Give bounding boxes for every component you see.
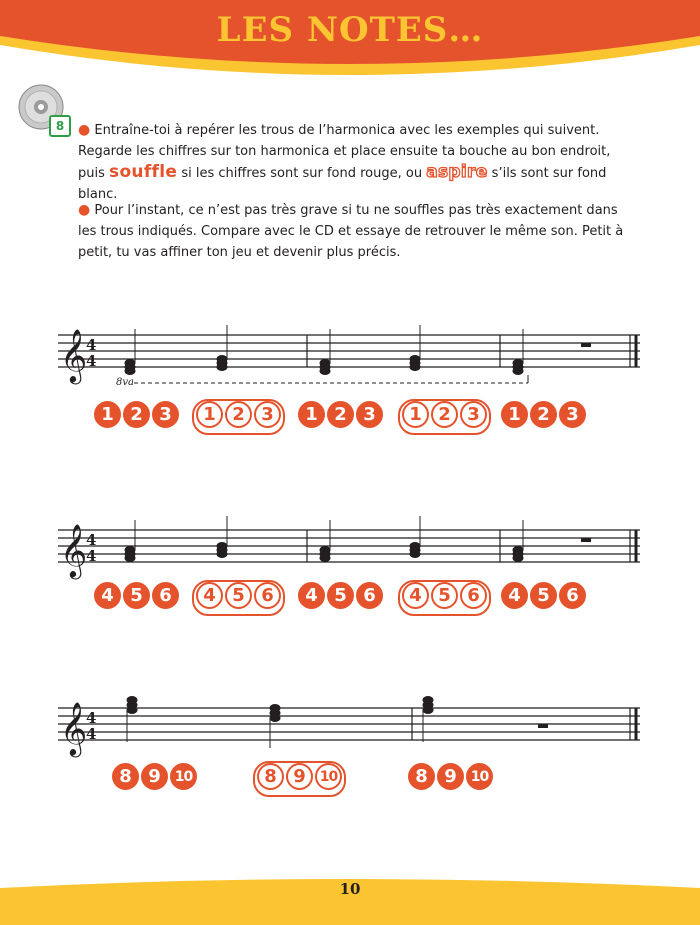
- treble-clef-icon: [60, 328, 87, 384]
- hole-number: 9: [141, 763, 168, 790]
- holes-group-blow: [408, 763, 493, 795]
- hole-number: 10: [466, 763, 493, 790]
- bullet: ●: [78, 202, 91, 218]
- hole-number: 9: [437, 763, 464, 790]
- holes-group-draw: [253, 761, 346, 797]
- hole-number: 3: [356, 401, 383, 428]
- ottava-mark: 8va: [116, 377, 134, 388]
- staff-lines: [58, 335, 640, 367]
- hole-number: 9: [286, 763, 313, 790]
- svg-text:𝄞: 𝄞: [60, 328, 88, 382]
- time-signature-top: 4: [86, 336, 97, 354]
- paragraph-text: si les chiffres sont sur fond rouge, ou: [181, 166, 423, 181]
- music-staff-1: [0, 315, 700, 395]
- keyword-draw: aspire: [426, 162, 488, 182]
- hole-number: 3: [254, 401, 281, 428]
- whole-rest: [581, 343, 591, 347]
- svg-text:𝄞: 𝄞: [60, 523, 88, 577]
- page-title: LES NOTES…: [216, 10, 484, 50]
- holes-group-draw: [398, 580, 491, 616]
- hole-number: 6: [559, 582, 586, 609]
- hole-number: 5: [225, 582, 252, 609]
- paragraph-text: s’ils sont sur fond blanc.: [78, 166, 607, 202]
- hole-number: 1: [196, 401, 223, 428]
- hole-number: 1: [94, 401, 121, 428]
- hole-number: 6: [254, 582, 281, 609]
- treble-clef-icon: [60, 701, 87, 757]
- hole-number: 10: [170, 763, 197, 790]
- hole-number: 1: [298, 401, 325, 428]
- hole-number: 4: [402, 582, 429, 609]
- hole-number: 6: [152, 582, 179, 609]
- paragraph-text: Entraîne-toi à repérer les trous de l’harmonica avec les exemples qui suivent. Regarde les chiffres sur ton harmonica et place ensuite ta bouche au bon endroit, puis: [78, 123, 611, 181]
- hole-number: 10: [315, 763, 342, 790]
- hole-number: 1: [501, 401, 528, 428]
- hole-number: 2: [431, 401, 458, 428]
- hole-number: 5: [327, 582, 354, 609]
- hole-number: 8: [408, 763, 435, 790]
- whole-rest: [538, 724, 548, 728]
- holes-group-blow: [94, 401, 179, 433]
- holes-group-blow: [94, 582, 179, 614]
- bullet: ●: [78, 122, 91, 138]
- hole-number: 2: [123, 401, 150, 428]
- time-signature-top: 4: [86, 531, 97, 549]
- hole-number: 3: [559, 401, 586, 428]
- whole-rest: [581, 538, 591, 542]
- staff-lines: [58, 708, 640, 740]
- music-staff-3: [0, 690, 700, 760]
- hole-number: 1: [402, 401, 429, 428]
- hole-number: 8: [257, 763, 284, 790]
- hole-number: 3: [460, 401, 487, 428]
- chord-notes: [125, 516, 523, 562]
- holes-group-blow: [112, 763, 197, 795]
- hole-number: 5: [431, 582, 458, 609]
- holes-group-draw: [192, 399, 285, 435]
- hole-number: 6: [460, 582, 487, 609]
- hole-number: 4: [298, 582, 325, 609]
- treble-clef-icon: [60, 523, 87, 579]
- holes-group-blow: [501, 401, 586, 433]
- hole-number: 2: [327, 401, 354, 428]
- holes-group-blow: [298, 582, 383, 614]
- hole-number: 5: [123, 582, 150, 609]
- time-signature-bottom: 4: [86, 725, 97, 743]
- time-signature-bottom: 4: [86, 352, 97, 370]
- hole-number: 4: [196, 582, 223, 609]
- hole-number: 4: [501, 582, 528, 609]
- time-signature-bottom: 4: [86, 547, 97, 565]
- page-number: 10: [339, 880, 361, 898]
- track-number-badge: 8: [49, 115, 71, 137]
- keyword-blow: souffle: [109, 162, 178, 182]
- holes-group-draw: [192, 580, 285, 616]
- holes-group-blow: [298, 401, 383, 433]
- hole-number: 6: [356, 582, 383, 609]
- svg-text:𝄞: 𝄞: [60, 701, 88, 755]
- hole-number: 2: [225, 401, 252, 428]
- hole-number: 4: [94, 582, 121, 609]
- instruction-paragraph-1: [78, 120, 638, 205]
- staff-lines: [58, 530, 640, 562]
- time-signature-top: 4: [86, 709, 97, 727]
- holes-group-blow: [501, 582, 586, 614]
- paragraph-text: Pour l’instant, ce n’est pas très grave si tu ne souffles pas très exactement dans les trous indiqués. Compare avec le CD et essaye de retrouver le même son. Petit à petit, tu vas affiner ton jeu et devenir plus précis.: [78, 203, 624, 260]
- music-staff-2: [0, 510, 700, 580]
- hole-number: 3: [152, 401, 179, 428]
- instruction-paragraph-2: [78, 200, 638, 263]
- hole-number: 5: [530, 582, 557, 609]
- holes-group-draw: [398, 399, 491, 435]
- hole-number: 2: [530, 401, 557, 428]
- hole-number: 8: [112, 763, 139, 790]
